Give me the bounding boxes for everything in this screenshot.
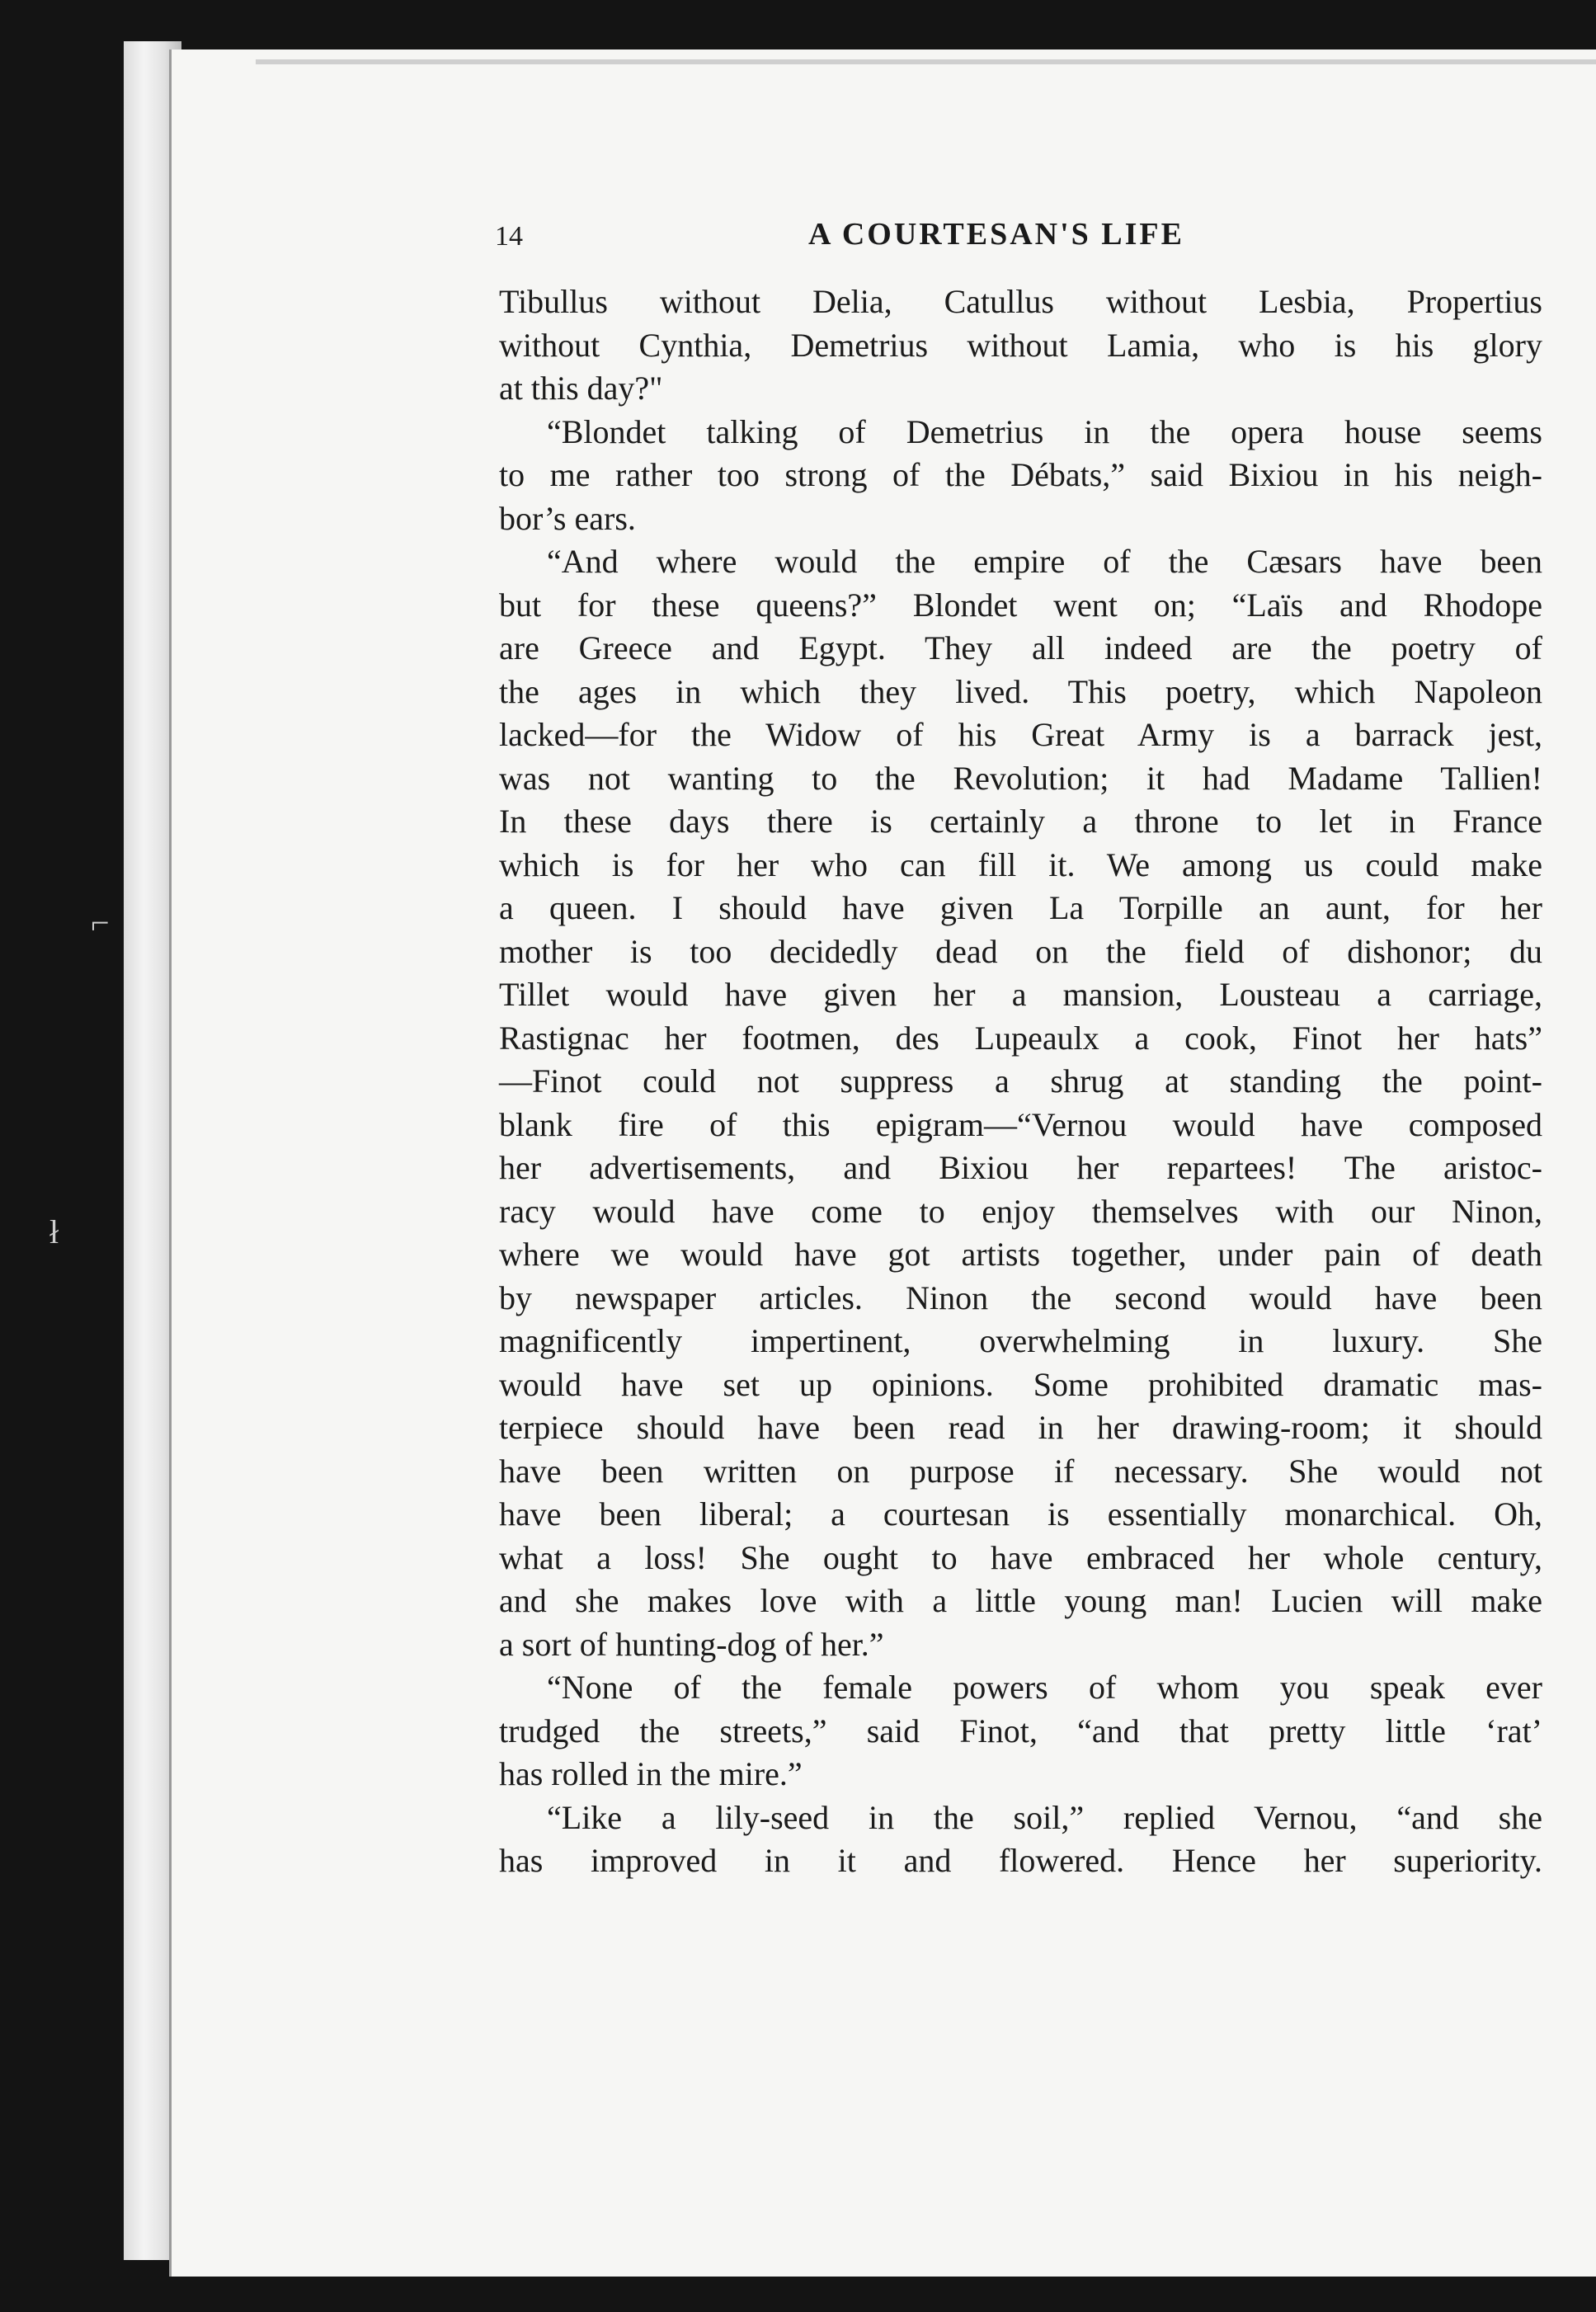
text-line: at this day?" [499,370,663,407]
text-line: have been liberal; a courtesan is essentially monarchical. Oh, [499,1495,1542,1533]
text-line: a sort of hunting-dog of her.” [499,1625,884,1663]
text-line: “Blondet talking of Demetrius in the opera house seems [547,412,1542,450]
text-line: mother is too decidedly dead on the field of dishonor; du [499,932,1542,970]
text-line: was not wanting to the Revolution; it had Madame Tallien! [499,759,1542,797]
text-line: which is for her who can fill it. We among us could make [499,845,1542,883]
text-line: bor’s ears. [499,499,636,537]
text-line: Tillet would have given her a mansion, Lousteau a carriage, [499,976,1542,1013]
text-line: has rolled in the mire.” [499,1755,803,1792]
text-line: terpiece should have been read in her drawing-room; it should [499,1409,1542,1446]
text-line: Rastignac her footmen, des Lupeaulx a cook, Finot her hats” [499,1019,1542,1057]
text-line: what a loss! She ought to have embraced her whole century, [499,1538,1542,1576]
text-line: the ages in which they lived. This poetry, which Napoleon [499,672,1542,710]
scan-speck: ł [49,1213,59,1250]
text-line: and she makes love with a little young man! Lucien will make [499,1582,1542,1619]
text-line: her advertisements, and Bixiou her repartees! The aristoc- [499,1149,1542,1186]
text-line: where we would have got artists together, under pain of death [499,1236,1542,1273]
text-line: Tibullus without Delia, Catullus without Lesbia, Propertius [499,283,1542,320]
page-top-edge [256,59,1596,64]
text-line: “Like a lily-seed in the soil,” replied Vernou, “and she [547,1798,1542,1836]
text-line: In these days there is certainly a throne to let in France [499,803,1542,840]
text-line: lacked—for the Widow of his Great Army is a barrack jest, [499,716,1542,753]
body-text [499,280,1542,1883]
page-header [495,217,1526,262]
text-line: have been written on purpose if necessary. She would not [499,1452,1542,1490]
text-line: are Greece and Egypt. They all indeed are the poetry of [499,629,1542,666]
text-line: by newspaper articles. Ninon the second would have been [499,1278,1542,1316]
text-line: trudged the streets,” said Finot, “and that pretty little ‘rat’ [499,1712,1542,1749]
text-line: but for these queens?” Blondet went on; “Laïs and Rhodope [499,586,1542,624]
text-line: racy would have come to enjoy themselves with our Ninon, [499,1192,1542,1230]
text-line: “None of the female powers of whom you speak ever [547,1669,1542,1706]
text-line: to me rather too strong of the Débats,” said Bixiou in his neigh- [499,456,1542,493]
text-line: without Cynthia, Demetrius without Lamia, who is his glory [499,326,1542,364]
running-title: A COURTESAN'S LIFE [808,217,1184,252]
text-line: —Finot could not suppress a shrug at standing the point- [499,1062,1542,1099]
text-line: has improved in it and flowered. Hence her superiority. [499,1842,1542,1879]
text-line: blank fire of this epigram—“Vernou would have composed [499,1105,1542,1143]
page-number: 14 [495,221,523,252]
scan-speck: ⌐ [91,904,110,941]
text-line: a queen. I should have given La Torpille an aunt, for her [499,889,1542,926]
text-line: magnificently impertinent, overwhelming in luxury. She [499,1322,1542,1359]
text-line: “And where would the empire of the Cæsars have been [547,543,1542,580]
text-line: would have set up opinions. Some prohibited dramatic mas- [499,1365,1542,1403]
